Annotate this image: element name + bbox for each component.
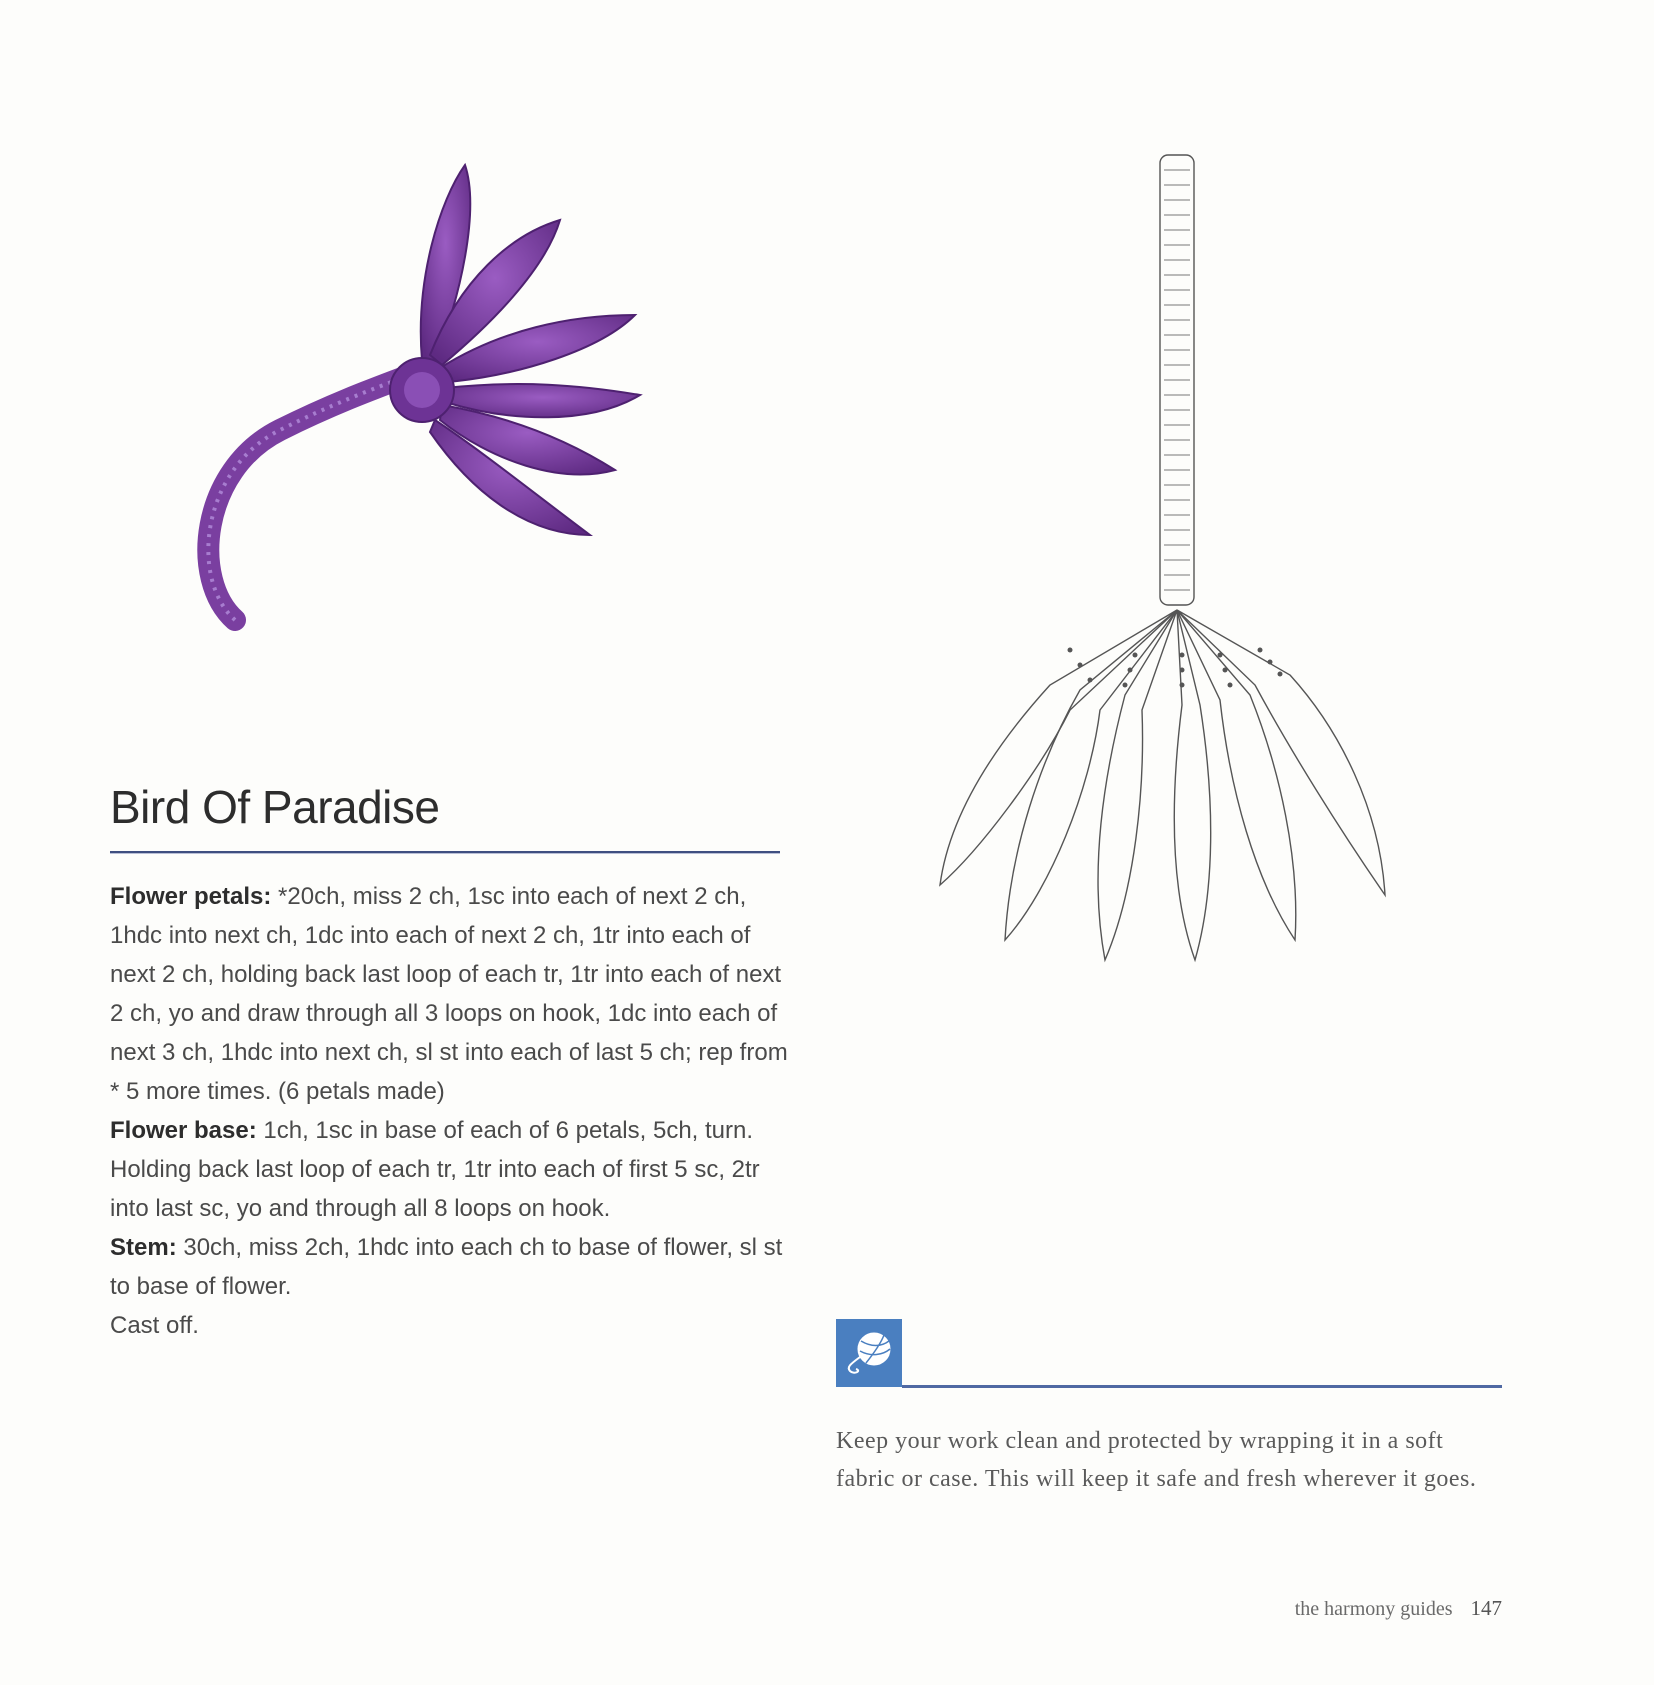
tip-divider bbox=[902, 1385, 1502, 1388]
section-text: 1ch, 1sc in base of each of 6 petals, 5ch, turn. Holding back last loop of each tr, 1tr into each of first 5 sc, 2tr into last sc, yo and through all 8 loops on hook. bbox=[110, 1117, 760, 1222]
closing-instruction: Cast off. bbox=[110, 1312, 199, 1339]
flower-photo bbox=[160, 140, 720, 700]
yarn-ball-icon bbox=[836, 1319, 902, 1387]
stem-section bbox=[110, 1228, 790, 1306]
pattern-title: Bird Of Paradise bbox=[110, 781, 440, 833]
flower-base-section bbox=[110, 1111, 790, 1228]
section-text: *20ch, miss 2 ch, 1sc into each of next 2 ch, 1hdc into next ch, 1dc into each of next 2 ch, 1tr into each of next 2 ch, holding back last loop of each tr, 1tr into each of next 2 ch, yo and draw through all 3 loops on hook, 1dc into each of next 3 ch, 1hdc into next ch, sl st into each of last 5 ch; rep from * 5 more times. (6 petals made) bbox=[110, 883, 788, 1105]
pattern-instructions bbox=[110, 877, 790, 1345]
tip-text: Keep your work clean and protected by wrapping it in a soft fabric or case. This will keep it safe and fresh wherever it goes. bbox=[836, 1428, 1477, 1492]
section-label: Flower base: bbox=[110, 1117, 257, 1144]
crochet-chart-diagram bbox=[920, 150, 1440, 1010]
page-number: 147 bbox=[1470, 1596, 1502, 1620]
section-text: 30ch, miss 2ch, 1hdc into each ch to base of flower, sl st to base of flower. bbox=[110, 1234, 783, 1300]
title-divider bbox=[110, 851, 780, 854]
page-footer bbox=[1295, 1596, 1502, 1621]
series-name: the harmony guides bbox=[1294, 1598, 1453, 1620]
section-label: Flower petals: bbox=[110, 883, 272, 910]
flower-petals-section bbox=[110, 877, 790, 1111]
section-label: Stem: bbox=[110, 1234, 177, 1261]
